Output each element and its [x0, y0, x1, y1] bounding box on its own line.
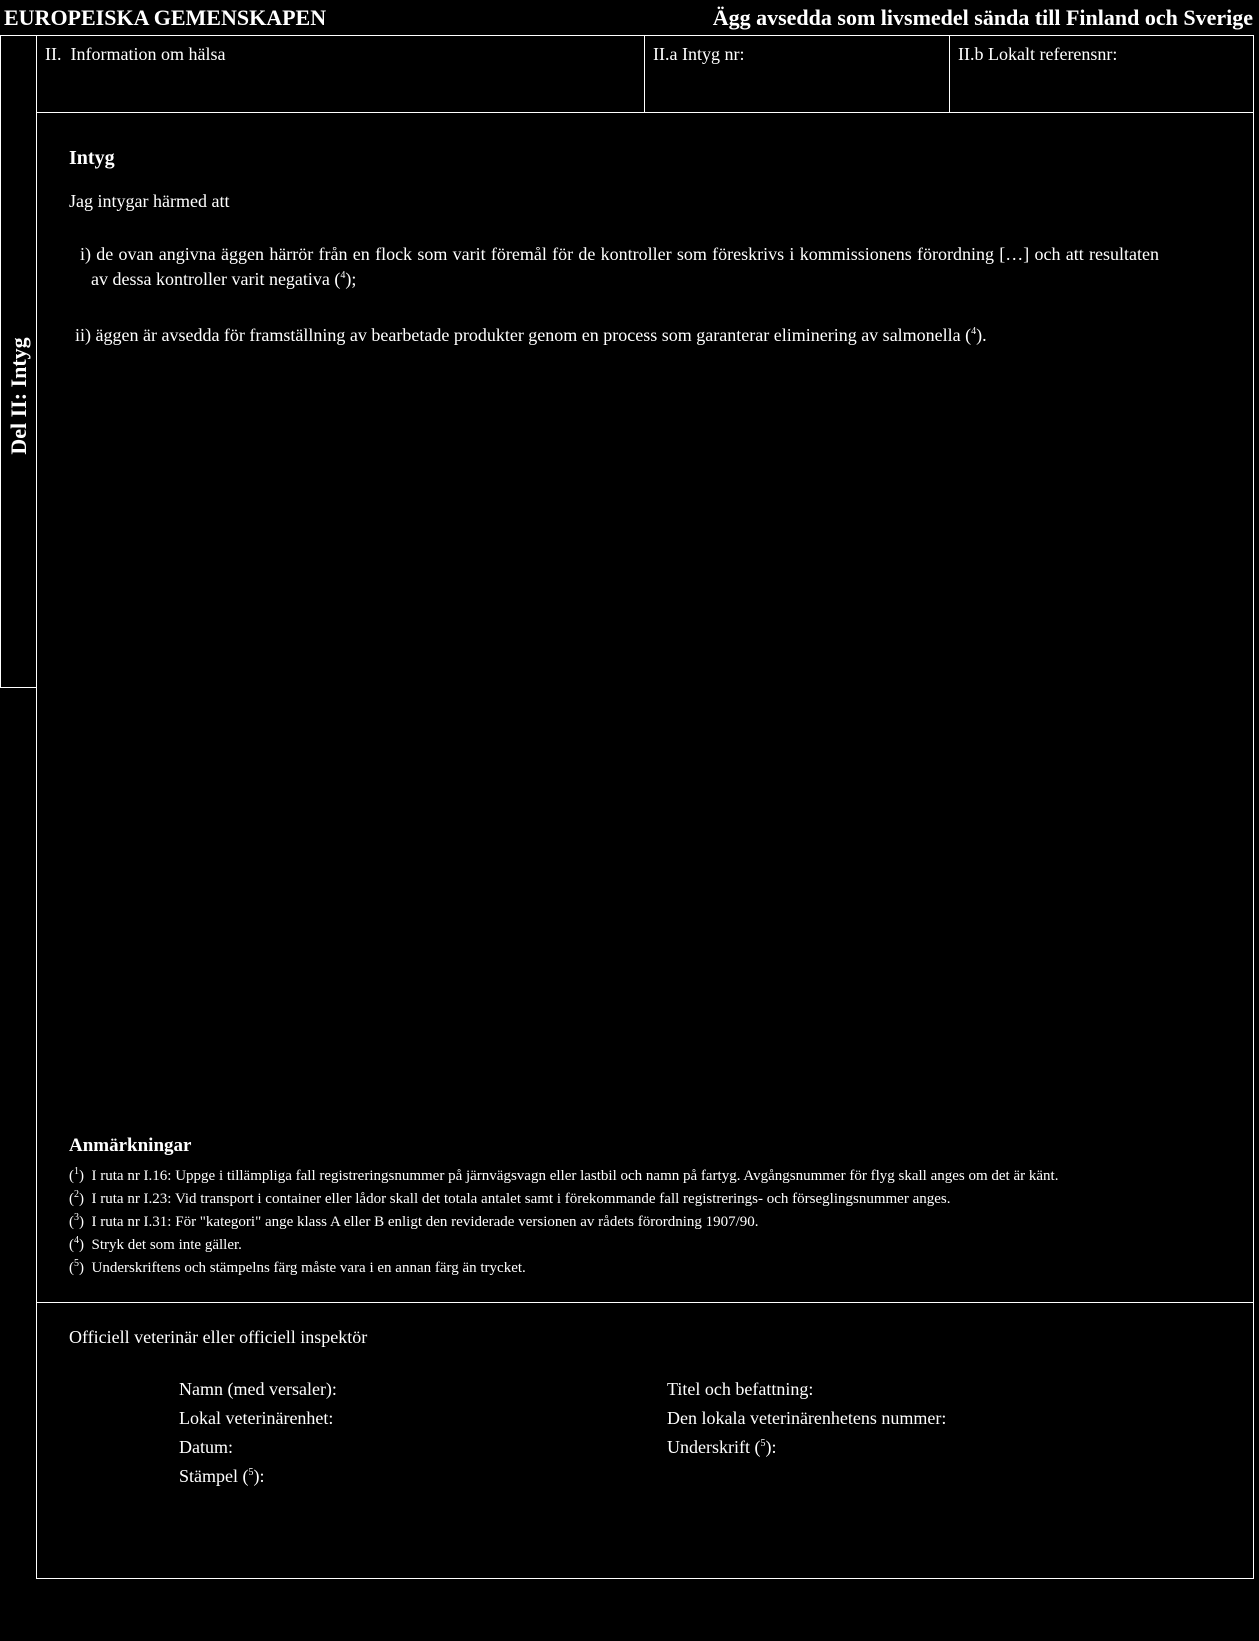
note-number: 1	[74, 1166, 79, 1177]
signature-box	[36, 1302, 1254, 1579]
local-unit-field-label[interactable]: Lokal veterinärenhet:	[179, 1408, 334, 1428]
cert-item-marker: ii)	[75, 325, 91, 345]
name-field-label[interactable]: Namn (med versaler):	[179, 1379, 337, 1399]
title-field-label[interactable]: Titel och befattning:	[667, 1379, 814, 1399]
unit-number-field-label[interactable]: Den lokala veterinärenhetens nummer:	[667, 1408, 947, 1428]
cert-number-label: II.a Intyg nr:	[653, 44, 745, 64]
signature-label: Underskrift (	[667, 1437, 761, 1457]
note-text: I ruta nr I.23: Vid transport i container eller lådor skall det totala antalet samt i förekommande fall registrerings- och förseglingsnummer anges.	[91, 1191, 951, 1207]
footnote-ref: 5	[760, 1438, 766, 1449]
footnote-ref: 4	[340, 270, 346, 281]
document-header-left: EUROPEISKA GEMENSKAPEN	[4, 5, 327, 30]
note-item: ($^2$) I ruta nr I.23: Vid transport i container eller lådor skall det totala antalet samt i förekommande fall registrerings- och förseglingsnummer anges.	[69, 1189, 951, 1207]
stamp-field-label[interactable]	[179, 1462, 337, 1491]
stamp-label-tail: ):	[253, 1466, 265, 1486]
side-label-container	[1, 36, 37, 724]
cert-item-tail: .	[982, 325, 987, 345]
reference-number-cell[interactable]	[949, 35, 1254, 113]
stamp-label: Stämpel (	[179, 1466, 249, 1486]
section-name: Information om hälsa	[70, 44, 226, 64]
cert-heading: Intyg	[69, 147, 115, 169]
cert-item-marker: i)	[80, 244, 91, 264]
cert-number-cell[interactable]	[644, 35, 950, 113]
signature-left-column	[179, 1375, 337, 1491]
cert-intro: Jag intygar härmed att	[69, 191, 230, 211]
certification-box	[36, 112, 1254, 1303]
footnote-ref: 4	[971, 326, 977, 337]
note-item: ($^4$) Stryk det som inte gäller.	[69, 1235, 242, 1253]
reference-number-label: II.b Lokalt referensnr:	[958, 44, 1118, 64]
cert-item-2: ii) äggen är avsedda för framställning av bearbetade produkter genom en process som garanterar eliminering av salmonella ($^4$).	[69, 323, 1159, 348]
notes-heading: Anmärkningar	[69, 1135, 192, 1156]
note-text: Underskriftens och stämpelns färg måste vara i en annan färg än trycket.	[91, 1260, 526, 1276]
date-field-label[interactable]: Datum:	[179, 1437, 233, 1457]
cert-item-1: i) de ovan angivna äggen härrör från en flock som varit föremål för de kontroller som föreskrivs i kommissionens förordning […] och att resultaten av dessa kontroller varit negativa ($^4$);	[69, 242, 1159, 292]
note-item: ($^5$) Underskriftens och stämpelns färg måste vara i en annan färg än trycket.	[69, 1258, 526, 1276]
side-label-box	[0, 35, 37, 688]
document-header-right: Ägg avsedda som livsmedel sända till Finland och Sverige	[712, 5, 1253, 30]
cert-item-tail: ;	[351, 269, 357, 289]
signature-heading: Officiell veterinär eller officiell inspektör	[69, 1327, 368, 1347]
note-number: 3	[74, 1212, 79, 1223]
section-number: II.	[45, 44, 62, 64]
note-number: 4	[74, 1235, 79, 1246]
note-number: 5	[74, 1258, 79, 1269]
signature-label-tail: ):	[765, 1437, 777, 1457]
notes-list	[69, 1165, 1219, 1280]
note-item: ($^1$) I ruta nr I.16: Uppge i tillämpliga fall registreringsnummer på järnvägsvagn eller lastbil och namn på fartyg. Avgångsnummer för flyg skall anges om det är känt.	[69, 1166, 1059, 1184]
cert-item-text: äggen är avsedda för framställning av bearbetade produkter genom en process som garanterar eliminering av salmonella	[95, 325, 961, 345]
note-text: Stryk det som inte gäller.	[91, 1237, 242, 1253]
signature-field-label[interactable]	[667, 1433, 946, 1462]
note-text: I ruta nr I.16: Uppge i tillämpliga fall registreringsnummer på järnvägsvagn eller lastbil och namn på fartyg. Avgångsnummer för flyg skall anges om det är känt.	[91, 1168, 1059, 1184]
note-number: 2	[74, 1189, 79, 1200]
cert-item-text: de ovan angivna äggen härrör från en flock som varit föremål för de kontroller som föreskrivs i kommissionens förordning […] och att resultaten av dessa kontroller varit negativa	[91, 244, 1160, 289]
side-label: Del II: Intyg	[6, 337, 31, 455]
signature-right-column	[667, 1375, 946, 1462]
note-item: ($^3$) I ruta nr I.31: För "kategori" ange klass A eller B enligt den reviderade versionen av rådets förordning 1907/90.	[69, 1212, 759, 1230]
section-title-cell	[36, 35, 645, 113]
footnote-ref: 5	[248, 1467, 254, 1478]
note-text: I ruta nr I.31: För "kategori" ange klass A eller B enligt den reviderade versionen av rådets förordning 1907/90.	[91, 1214, 759, 1230]
section-title	[45, 44, 225, 65]
